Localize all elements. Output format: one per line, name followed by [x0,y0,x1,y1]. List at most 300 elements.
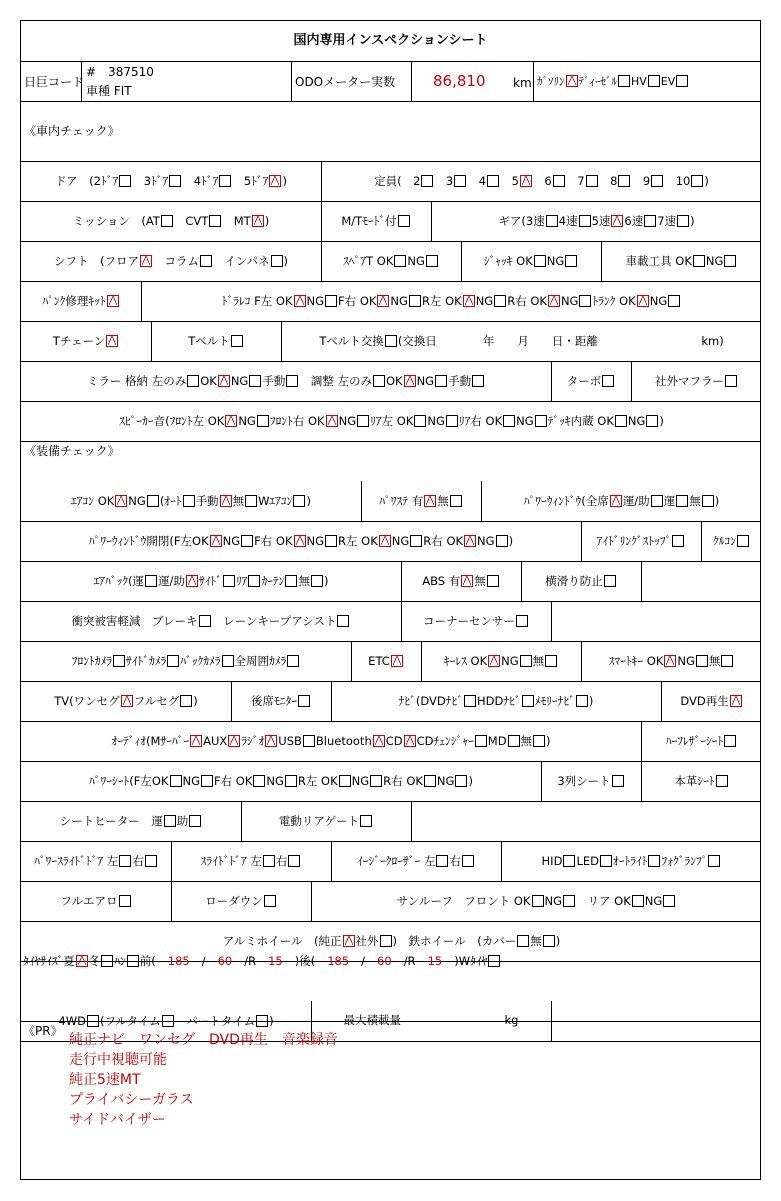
field-label: ｽﾏｰﾄｷｰ OK [608,654,664,668]
checkbox-checked[interactable] [225,415,237,427]
field-label: 8 [598,174,618,188]
field-label: R左 OK [338,534,378,548]
checkbox[interactable] [167,655,179,667]
checkbox[interactable] [180,695,192,707]
field-label: ) [659,414,664,428]
field-label: NG [351,774,370,788]
field-label: 15 [427,954,443,968]
checkbox[interactable] [360,815,372,827]
checkbox[interactable] [119,855,131,867]
field-label: ｲｰｼﾞｰｸﾛｰｻﾞｰ 左 [357,854,436,868]
checkbox[interactable] [435,375,447,387]
checkbox[interactable] [183,495,195,507]
checkbox[interactable] [285,775,297,787]
checkbox[interactable] [604,575,616,587]
checkbox[interactable] [357,415,369,427]
checkbox[interactable] [676,495,688,507]
checkbox[interactable] [534,255,546,267]
checkbox-checked[interactable] [76,955,88,967]
checkbox[interactable] [545,655,557,667]
pr-line: 走行中視聴可能 [69,1052,167,1068]
field-group [24,935,759,948]
checkbox[interactable] [725,375,737,387]
field-label: MD [487,734,507,748]
field-label: HID [541,854,563,868]
checkbox[interactable] [676,75,688,87]
field-group [704,535,759,548]
checkbox-checked[interactable] [220,495,232,507]
checkbox[interactable] [287,655,299,667]
checkbox[interactable] [737,535,749,547]
checkbox[interactable] [648,855,660,867]
checkbox[interactable] [311,575,323,587]
field-label: HV [631,75,647,88]
checkbox[interactable] [409,295,421,307]
checkbox[interactable] [245,495,257,507]
checkbox[interactable] [293,495,305,507]
pr-line: サイドバイザー [69,1112,166,1128]
checkbox[interactable] [721,655,733,667]
field-group [324,215,428,228]
checkbox-checked[interactable] [391,655,403,667]
checkbox[interactable] [426,255,438,267]
checkbox[interactable] [546,215,558,227]
field-label: ) [264,214,270,228]
checkbox-checked[interactable] [218,375,230,387]
checkbox[interactable] [646,415,658,427]
checkbox[interactable] [532,895,544,907]
checkbox-checked[interactable] [520,175,532,187]
checkbox-checked[interactable] [252,215,264,227]
field-group [434,215,759,228]
checkbox-checked[interactable] [121,695,133,707]
field-label: ｷｰﾚｽ OK [443,654,488,668]
checkbox[interactable] [708,855,720,867]
checkbox-checked[interactable] [566,75,578,87]
field-label: ﾒﾓﾘｰﾅﾋﾞ [534,694,575,708]
checkbox-checked[interactable] [548,295,560,307]
checkbox[interactable] [271,255,283,267]
field-label: ) [546,734,551,748]
field-label: 4ﾄﾞｱ [182,174,219,188]
checkbox-checked[interactable] [610,495,622,507]
field-label: ｻｲﾄﾞｶﾒﾗ [126,654,167,668]
checkbox[interactable] [249,375,261,387]
checkbox[interactable] [446,415,458,427]
field-label: コラム [152,254,199,268]
field-label: アルミホイール (純正 [222,934,342,948]
inspection-sheet [20,20,761,1180]
field-label: Tチェーン [52,334,106,348]
field-label: 10 [664,174,691,188]
checkbox-checked[interactable] [190,735,202,747]
checkbox[interactable] [421,175,433,187]
checkbox[interactable] [455,775,467,787]
field-group [584,535,698,548]
checkbox[interactable] [169,175,181,187]
field-label: ｱｲﾄﾞﾘﾝｸﾞｽﾄｯﾌﾟ [596,534,672,548]
field-label: NG [391,534,410,548]
checkbox-checked[interactable] [404,375,416,387]
checkbox-checked[interactable] [377,295,389,307]
field-label: リア OK [576,894,631,908]
checkbox[interactable] [487,175,499,187]
field-label: Wｴｱｺﾝ [258,494,293,508]
field-label: ﾌﾛﾝﾄｶﾒﾗ [71,654,112,668]
checkbox-checked[interactable] [464,535,476,547]
field-label: R右 OK [423,534,464,548]
field-label: NG [238,414,256,428]
code-label: 日巨コード [24,75,85,89]
checkbox[interactable] [119,175,131,187]
checkbox[interactable] [535,415,547,427]
field-label: ﾃﾞｯｷ内蔵 OK [547,414,614,428]
checkbox[interactable] [677,215,689,227]
checkbox-checked[interactable] [730,695,742,707]
checkbox[interactable] [508,735,520,747]
field-label: ﾊﾞｯｸｶﾒﾗ [180,654,221,668]
field-label: インパネ [212,254,270,268]
field-label: 6速 [624,214,644,228]
checkbox[interactable] [488,955,500,967]
checkbox[interactable] [615,415,627,427]
checkbox[interactable] [651,175,663,187]
field-group [24,855,168,868]
checkbox[interactable] [454,175,466,187]
field-label: 4WD [58,1014,86,1028]
field-label: F右 OK [338,294,377,308]
field-label: シフト (フロア [53,254,139,268]
field-label: 3列シート [557,774,611,788]
field-label: NG [649,294,668,308]
checkbox[interactable] [127,955,139,967]
field-group [334,855,498,868]
checkbox[interactable] [325,535,337,547]
field-label: R左 OK [421,294,462,308]
field-label: ) [555,934,561,948]
field-group [424,655,578,668]
checkbox[interactable] [145,855,157,867]
checkbox-checked[interactable] [664,655,676,667]
checkbox[interactable] [394,255,406,267]
checkbox[interactable] [337,615,349,627]
page-title: 国内専用インスペクションシート [293,33,488,48]
checkbox-checked[interactable] [186,575,198,587]
field-group [24,695,228,708]
checkbox[interactable] [651,495,663,507]
field-label: ｼﾞｬｯｷ OK [483,254,533,268]
pr-line: 純正5速MT [69,1072,141,1088]
checkbox[interactable] [231,335,243,347]
checkbox[interactable] [298,695,310,707]
checkbox-checked[interactable] [228,735,240,747]
field-group [24,735,638,748]
checkbox[interactable] [101,955,113,967]
field-label: DVD再生 [680,694,729,708]
field-group [24,815,238,828]
field-label: (フルタイム [99,1014,161,1028]
checkbox[interactable] [257,415,269,427]
checkbox[interactable] [543,935,555,947]
checkbox-checked[interactable] [488,655,500,667]
checkbox[interactable] [373,375,385,387]
checkbox[interactable] [263,855,275,867]
field-label: ｵｰﾄﾗｲﾄ [612,854,648,868]
checkbox-checked[interactable] [106,335,118,347]
checkbox[interactable] [520,655,532,667]
checkbox[interactable] [668,295,680,307]
checkbox[interactable] [716,775,728,787]
field-label: 運/助 [158,574,185,588]
checkbox[interactable] [663,895,675,907]
field-label: フルセグ [133,694,180,708]
checkbox[interactable] [522,695,534,707]
checkbox[interactable] [414,415,426,427]
checkbox[interactable] [565,255,577,267]
checkbox[interactable] [170,775,182,787]
field-label: ) [454,954,459,968]
checkbox-checked[interactable] [637,295,649,307]
field-group [174,855,328,868]
field-group [464,255,598,268]
checkbox[interactable] [618,175,630,187]
checkbox[interactable] [691,175,703,187]
checkbox[interactable] [600,855,612,867]
checkbox[interactable] [119,895,131,907]
field-label: 手動 [195,494,219,508]
checkbox[interactable] [517,935,529,947]
field-group [24,175,318,188]
checkbox[interactable] [672,535,684,547]
field-label: ｻｲﾄﾞ [198,574,222,588]
checkbox[interactable] [339,775,351,787]
checkbox[interactable] [436,855,448,867]
field-group [24,335,148,348]
checkbox[interactable] [222,655,234,667]
field-label: )後( [294,954,316,968]
field-label: ﾊｰﾌﾚｻﾞｰｼｰﾄ [665,734,724,748]
checkbox[interactable] [602,375,614,387]
field-label: ﾗｼﾞｵ [241,734,265,748]
field-label: MT [222,214,251,228]
field-label: ﾅﾋﾞ(DVDﾅﾋﾞ [398,694,463,708]
field-group [154,335,278,348]
field-label: ) 鉄ホイール (カバー [392,934,517,948]
field-label: ｴｱﾊﾞｯｸ(運 [93,574,145,588]
field-label: ﾘｱ右 OK [458,414,503,428]
field-label: 最大積載量 kg [343,1013,519,1027]
field-group [24,375,548,388]
checkbox-checked[interactable] [265,735,277,747]
checkbox-checked[interactable] [294,535,306,547]
checkbox[interactable] [398,215,410,227]
checkbox-checked[interactable] [404,735,416,747]
checkbox-checked[interactable] [326,415,338,427]
field-group [24,895,168,908]
checkbox[interactable] [516,615,528,627]
field-label: ﾃﾞｨｰｾﾞﾙ [578,75,617,88]
checkbox[interactable] [380,935,392,947]
field-label: 手動 [448,374,472,388]
checkbox[interactable] [475,735,487,747]
checkbox[interactable] [450,495,462,507]
checkbox[interactable] [462,855,474,867]
checkbox[interactable] [724,735,736,747]
field-label: 車載工具 OK [625,254,692,268]
field-group [234,695,328,708]
checkbox-checked[interactable] [461,575,473,587]
checkbox-checked[interactable] [379,535,391,547]
field-label: シートヒーター 運 [59,814,163,828]
field-label: 衝突被害軽減 ブレーキ [71,614,198,628]
checkbox[interactable] [241,535,253,547]
checkbox[interactable] [563,855,575,867]
checkbox[interactable] [472,375,484,387]
checkbox[interactable] [161,215,173,227]
model-value: FIT [113,84,132,98]
checkbox[interactable] [618,75,630,87]
field-label: 無 [298,574,310,588]
field-group [404,575,518,588]
field-label: 無 [520,734,533,748]
checkbox[interactable] [632,895,644,907]
checkbox[interactable] [612,775,624,787]
field-label: 社外マフラー [655,374,724,388]
checkbox[interactable] [286,375,298,387]
checkbox[interactable] [579,215,591,227]
checkbox[interactable] [209,215,221,227]
field-group [24,255,318,268]
checkbox-checked[interactable] [210,535,222,547]
checkbox[interactable] [563,895,575,907]
field-label: 手動 [262,374,286,388]
checkbox[interactable] [253,775,265,787]
checkbox[interactable] [503,415,515,427]
checkbox[interactable] [496,535,508,547]
section-interior-check: 《車内チェック》 [24,124,120,138]
field-group [644,735,759,748]
checkbox-checked[interactable] [343,935,355,947]
field-group [24,495,358,508]
checkbox[interactable] [303,735,315,747]
field-label: 60 [377,954,392,968]
checkbox-checked[interactable] [611,215,623,227]
checkbox[interactable] [487,575,499,587]
checkbox[interactable] [553,175,565,187]
checkbox-checked[interactable] [115,495,127,507]
checkbox[interactable] [693,255,705,267]
field-label: ) [588,694,594,708]
checkbox-checked[interactable] [424,495,436,507]
checkbox[interactable] [248,575,260,587]
checkbox[interactable] [219,175,231,187]
checkbox-checked[interactable] [140,255,152,267]
checkbox[interactable] [264,895,276,907]
checkbox[interactable] [385,335,397,347]
field-label: CD [385,734,403,748]
checkbox[interactable] [370,775,382,787]
field-label: 本革ｼｰﾄ [674,774,715,788]
checkbox[interactable] [724,255,736,267]
checkbox[interactable] [494,295,506,307]
checkbox[interactable] [576,695,588,707]
field-label: / [361,954,366,968]
model-label: 車種 [86,84,111,98]
checkbox[interactable] [147,495,159,507]
checkbox-checked[interactable] [373,735,385,747]
field-label: NG [390,294,408,308]
field-label: 185 [327,954,350,968]
field-label: (ｵｰﾄ [159,494,182,508]
checkbox[interactable] [164,815,176,827]
checkbox[interactable] [644,215,656,227]
checkbox[interactable] [424,775,436,787]
checkbox[interactable] [201,775,213,787]
field-label: 全周囲ｶﾒﾗ [234,654,287,668]
checkbox[interactable] [223,575,235,587]
checkbox-checked[interactable] [269,175,281,187]
field-label: 右 [275,854,288,868]
field-label: R右 OK [507,294,547,308]
field-label: 6 [532,174,552,188]
checkbox[interactable] [187,375,199,387]
checkbox[interactable] [410,535,422,547]
code-value: # 387510 [86,65,154,79]
checkbox[interactable] [145,575,157,587]
checkbox[interactable] [325,295,337,307]
pr-line: 純正ナビ ワンセグ DVD再生 音楽録音 [69,1032,338,1048]
checkbox[interactable] [189,815,201,827]
checkbox[interactable] [586,175,598,187]
field-label: 3 [434,174,454,188]
field-label: ) [714,494,720,508]
checkbox-checked[interactable] [294,295,306,307]
field-group [24,655,348,668]
field-label: 無 [532,654,545,668]
field-label: ｶﾞｿﾘﾝ [537,75,565,88]
field-label: Bluetooth [315,734,372,748]
checkbox[interactable] [199,615,211,627]
checkbox-checked[interactable] [107,295,119,307]
field-label: 無 [530,934,542,948]
checkbox[interactable] [648,75,660,87]
checkbox[interactable] [200,255,212,267]
checkbox[interactable] [285,575,297,587]
field-label: TV(ワンセグ [54,694,120,708]
field-label: HDDﾅﾋﾞ [477,694,521,708]
field-label: ﾘｱ左 OK [370,414,414,428]
field-group [554,375,628,388]
checkbox[interactable] [464,695,476,707]
field-label: ターボ [566,374,602,388]
field-label: NG [182,774,201,788]
field-label: ミラー 格納 左のみ [86,374,187,388]
checkbox[interactable] [288,855,300,867]
checkbox[interactable] [533,735,545,747]
section-equipment-check: 《装備チェック》 [24,444,120,458]
checkbox-checked[interactable] [463,295,475,307]
checkbox[interactable] [702,495,714,507]
field-label: NG [627,414,646,428]
field-label: 社外 [355,934,379,948]
field-group [324,175,759,188]
checkbox[interactable] [696,655,708,667]
field-label: コーナーセンサー [423,614,515,628]
field-group [404,615,548,628]
checkbox[interactable] [579,295,591,307]
field-group [24,415,759,428]
checkbox[interactable] [113,655,125,667]
